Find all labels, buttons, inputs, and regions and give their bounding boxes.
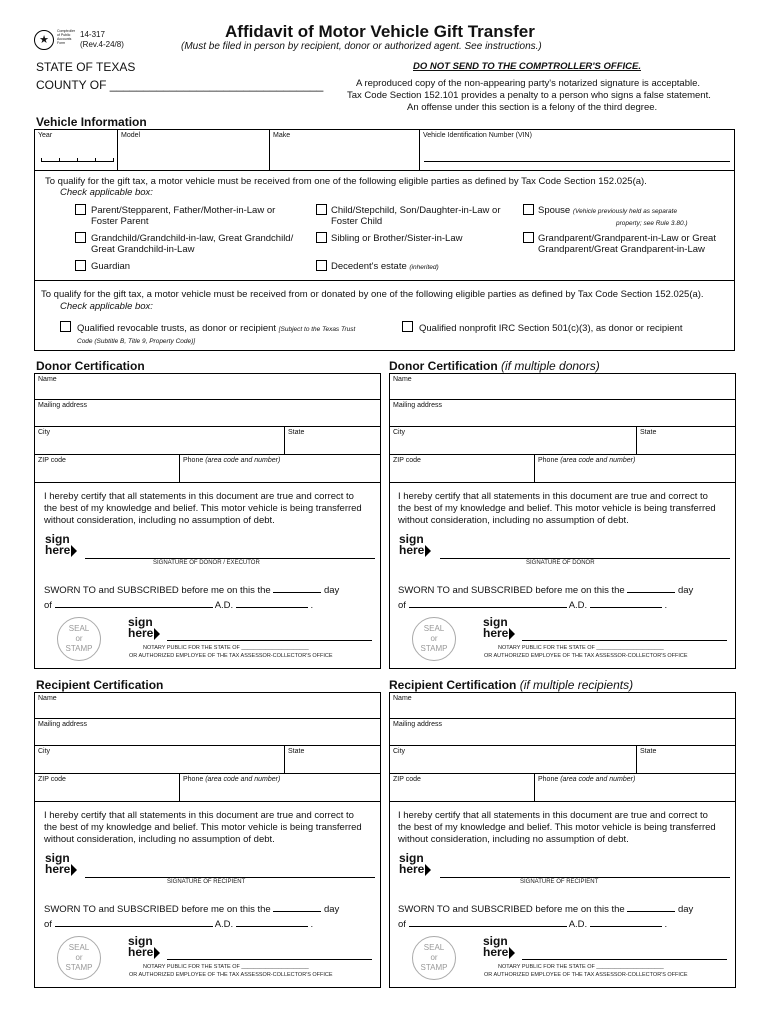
vin-boxes xyxy=(424,161,730,162)
donor2-of-line: of A.D. . xyxy=(398,600,668,611)
sign-arrow-icon xyxy=(509,628,515,640)
guardian-option: Guardian xyxy=(91,261,131,272)
eligible-parties-section xyxy=(34,171,735,281)
sibling-checkbox[interactable] xyxy=(316,232,327,243)
recipient-phone-field[interactable]: Phone (area code and number) xyxy=(180,774,380,802)
model-field[interactable] xyxy=(118,130,270,170)
donor-phone-field[interactable]: Phone (area code and number) xyxy=(180,455,380,483)
grandparent-checkbox[interactable] xyxy=(523,232,534,243)
grandparent-option: Grandparent/Grandparent-in-Law or Great Grandparent/Great Grandparent-in-Law xyxy=(538,233,716,255)
trust-option: Qualified revocable trusts, as donor or recipient [Subject to the Texas Trust Code (Subtitle B, Title 9, Property Code)] xyxy=(77,323,356,345)
notary2-caption: NOTARY PUBLIC FOR THE STATE OF ______________________ OR AUTHORIZED EMPLOYEE OF THE TAX ASSESSOR-COLLECTOR'S OFFICE xyxy=(484,645,688,659)
donor2-cert-text: I hereby certify that all statements in this document are true and correct to the best of my knowledge and belief. This motor vehicle is being transferred without consideration, including no assumption of debt. xyxy=(398,491,716,526)
recipient-cert-text: I hereby certify that all statements in this document are true and correct to the best of my knowledge and belief. This motor vehicle is being transferred without consideration, including no assumption of debt. xyxy=(44,810,362,845)
recipient-mailing-field[interactable]: Mailing address xyxy=(35,719,380,746)
donor-of-line: of A.D. . xyxy=(44,600,314,611)
make-field[interactable] xyxy=(270,130,420,170)
donor-mailing-field[interactable]: Mailing address xyxy=(35,400,380,427)
notice-line-3: An offense under this section is a felony of the third degree. xyxy=(407,102,658,113)
guardian-checkbox[interactable] xyxy=(75,260,86,271)
recipient-cert-heading-multiple: Recipient Certification (if multiple recipients) xyxy=(389,678,634,692)
form-number: 14-317 xyxy=(80,30,105,39)
comptroller-seal-logo: ★ xyxy=(34,30,54,50)
recipient2-signature-line[interactable] xyxy=(440,877,730,878)
donor2-phone-field[interactable]: Phone (area code and number) xyxy=(535,455,735,483)
donor-cert-text: I hereby certify that all statements in this document are true and correct to the best of my knowledge and belief. This motor vehicle is being transferred without consideration, including no assumption of debt. xyxy=(44,491,362,526)
donor-seal-stamp: SEAL or STAMP xyxy=(57,617,101,661)
recipient2-notary-signature-line[interactable] xyxy=(522,959,727,960)
recipient2-of-line: of A.D. . xyxy=(398,919,668,930)
child-option: Child/Stepchild, Son/Daughter-in-Law or Foster Child xyxy=(331,205,501,227)
eligible2-intro: To qualify for the gift tax, a motor vehicle must be received from or donated by one of the following eligible parties as defined by Tax Code Section 152.025(a). xyxy=(41,289,704,300)
recipient2-state-field[interactable]: State xyxy=(637,746,735,774)
notary3-sign-here: sign here xyxy=(128,936,160,959)
donor2-sign-here: sign here xyxy=(399,534,431,557)
vehicle-info-heading: Vehicle Information xyxy=(36,115,147,129)
recipient-city-field[interactable]: City xyxy=(35,746,285,774)
recipient2-seal-stamp: SEAL or STAMP xyxy=(412,936,456,980)
donor2-zip-field[interactable]: ZIP code xyxy=(390,455,535,483)
donor-state-field[interactable]: State xyxy=(285,427,380,455)
donor2-name-field[interactable]: Name xyxy=(390,374,735,400)
donor-signature-line[interactable] xyxy=(85,558,375,559)
notary2-sign-here: sign here xyxy=(483,617,515,640)
sign-arrow-icon xyxy=(425,864,431,876)
nonprofit-checkbox[interactable] xyxy=(402,321,413,332)
donor-sworn-text: SWORN TO and SUBSCRIBED before me on this the day xyxy=(44,585,340,596)
year-field[interactable] xyxy=(35,130,118,170)
seal-text: Comptroller of Public Accounts Form xyxy=(57,29,76,45)
donor-cert-heading-multiple: Donor Certification (if multiple donors) xyxy=(389,359,600,373)
donor2-city-field[interactable]: City xyxy=(390,427,637,455)
donor2-notary-signature-line[interactable] xyxy=(522,640,727,641)
sign-arrow-icon xyxy=(71,864,77,876)
grandchild-checkbox[interactable] xyxy=(75,232,86,243)
vin-field[interactable] xyxy=(420,130,734,170)
notary4-sign-here: sign here xyxy=(483,936,515,959)
form-title: Affidavit of Motor Vehicle Gift Transfer xyxy=(225,22,535,41)
donor2-seal-stamp: SEAL or STAMP xyxy=(412,617,456,661)
donor-name-field[interactable]: Name xyxy=(35,374,380,400)
notary4-caption: NOTARY PUBLIC FOR THE STATE OF ______________________ OR AUTHORIZED EMPLOYEE OF THE TAX ASSESSOR-COLLECTOR'S OFFICE xyxy=(484,964,688,978)
donor-cert-box xyxy=(34,373,381,669)
recipient-state-field[interactable]: State xyxy=(285,746,380,774)
recipient-seal-stamp: SEAL or STAMP xyxy=(57,936,101,980)
recipient-sign-here: sign here xyxy=(45,853,77,876)
recipient2-sign-here: sign here xyxy=(399,853,431,876)
recipient-signature-caption: SIGNATURE OF RECIPIENT xyxy=(167,879,246,885)
recipient2-cert-text: I hereby certify that all statements in this document are true and correct to the best of my knowledge and belief. This motor vehicle is being transferred without consideration, including no assumption of debt. xyxy=(398,810,716,845)
sign-arrow-icon xyxy=(154,628,160,640)
grandchild-option: Grandchild/Grandchild-in-law, Great Grandchild/ Great Grandchild-in-Law xyxy=(91,233,294,255)
donor2-signature-caption: SIGNATURE OF DONOR xyxy=(526,560,595,566)
spouse-option: Spouse (Vehicle previously held as separate property; see Rule 3.80.) xyxy=(538,205,688,227)
donor2-state-field[interactable]: State xyxy=(637,427,735,455)
recipient-name-field[interactable]: Name xyxy=(35,693,380,719)
notice-line-1: A reproduced copy of the non-appearing party's notarized signature is acceptable. xyxy=(356,78,701,89)
recipient-sworn-text: SWORN TO and SUBSCRIBED before me on this the day xyxy=(44,904,340,915)
check-applicable-label: Check applicable box: xyxy=(60,187,153,198)
recipient2-signature-caption: SIGNATURE OF RECIPIENT xyxy=(520,879,599,885)
spouse-checkbox[interactable] xyxy=(523,204,534,215)
donor2-sworn-text: SWORN TO and SUBSCRIBED before me on this the day xyxy=(398,585,694,596)
trust-checkbox[interactable] xyxy=(60,321,71,332)
sign-arrow-icon xyxy=(425,545,431,557)
donor2-signature-line[interactable] xyxy=(440,558,730,559)
check-applicable-label-2: Check applicable box: xyxy=(60,301,153,312)
state-label: STATE OF TEXAS xyxy=(36,60,136,74)
parent-checkbox[interactable] xyxy=(75,204,86,215)
donor-city-field[interactable]: City xyxy=(35,427,285,455)
donor-sign-here: sign here xyxy=(45,534,77,557)
eligible-intro: To qualify for the gift tax, a motor vehicle must be received from one of the following eligible parties as defined by Tax Code Section 152.025(a). xyxy=(45,176,647,187)
estate-option: Decedent's estate (inherited) xyxy=(331,261,439,272)
year-label: Year xyxy=(38,132,53,139)
recipient2-phone-field[interactable]: Phone (area code and number) xyxy=(535,774,735,802)
sign-arrow-icon xyxy=(509,947,515,959)
recipient2-zip-field[interactable]: ZIP code xyxy=(390,774,535,802)
nonprofit-option: Qualified nonprofit IRC Section 501(c)(3), as donor or recipient xyxy=(419,323,683,334)
county-label: COUNTY OF ________________________________ xyxy=(36,78,324,92)
recipient-cert-box-multiple xyxy=(389,692,736,988)
eligible-trusts-section xyxy=(34,281,735,351)
parent-option: Parent/Stepparent, Father/Mother-in-Law or Foster Parent xyxy=(91,205,276,227)
recipient-of-line: of A.D. . xyxy=(44,919,314,930)
sibling-option: Sibling or Brother/Sister-in-Law xyxy=(331,233,463,244)
make-label: Make xyxy=(273,132,291,139)
sign-arrow-icon xyxy=(71,545,77,557)
recipient2-mailing-field[interactable]: Mailing address xyxy=(390,719,735,746)
model-label: Model xyxy=(121,132,141,139)
recipient-cert-heading: Recipient Certification xyxy=(36,678,164,692)
child-checkbox[interactable] xyxy=(316,204,327,215)
notary3-caption: NOTARY PUBLIC FOR THE STATE OF ______________________ OR AUTHORIZED EMPLOYEE OF THE TAX ASSESSOR-COLLECTOR'S OFFICE xyxy=(129,964,333,978)
estate-checkbox[interactable] xyxy=(316,260,327,271)
donor-zip-field[interactable]: ZIP code xyxy=(35,455,180,483)
donor2-mailing-field[interactable]: Mailing address xyxy=(390,400,735,427)
recipient2-city-field[interactable]: City xyxy=(390,746,637,774)
donor-signature-caption: SIGNATURE OF DONOR / EXECUTOR xyxy=(153,560,260,566)
donor-notary-signature-line[interactable] xyxy=(167,640,372,641)
recipient2-sworn-text: SWORN TO and SUBSCRIBED before me on this the day xyxy=(398,904,694,915)
recipient-cert-box xyxy=(34,692,381,988)
notice-line-2: Tax Code Section 152.101 provides a penalty to a person who signs a false statement. xyxy=(347,90,711,101)
recipient-signature-line[interactable] xyxy=(85,877,375,878)
notary-caption: NOTARY PUBLIC FOR THE STATE OF ______________________ OR AUTHORIZED EMPLOYEE OF THE TAX ASSESSOR-COLLECTOR'S OFFICE xyxy=(129,645,333,659)
form-revision: (Rev.4-24/8) xyxy=(80,40,124,49)
recipient-notary-signature-line[interactable] xyxy=(167,959,372,960)
recipient2-name-field[interactable]: Name xyxy=(390,693,735,719)
notary-sign-here: sign here xyxy=(128,617,160,640)
vin-label: Vehicle Identification Number (VIN) xyxy=(423,132,532,139)
vehicle-info-table xyxy=(34,129,735,171)
donor-cert-heading: Donor Certification xyxy=(36,359,145,373)
recipient-zip-field[interactable]: ZIP code xyxy=(35,774,180,802)
do-not-send-notice: DO NOT SEND TO THE COMPTROLLER'S OFFICE. xyxy=(413,61,641,72)
sign-arrow-icon xyxy=(154,947,160,959)
form-subtitle: (Must be filed in person by recipient, donor or authorized agent. See instructions.) xyxy=(181,41,542,52)
donor-cert-box-multiple xyxy=(389,373,736,669)
